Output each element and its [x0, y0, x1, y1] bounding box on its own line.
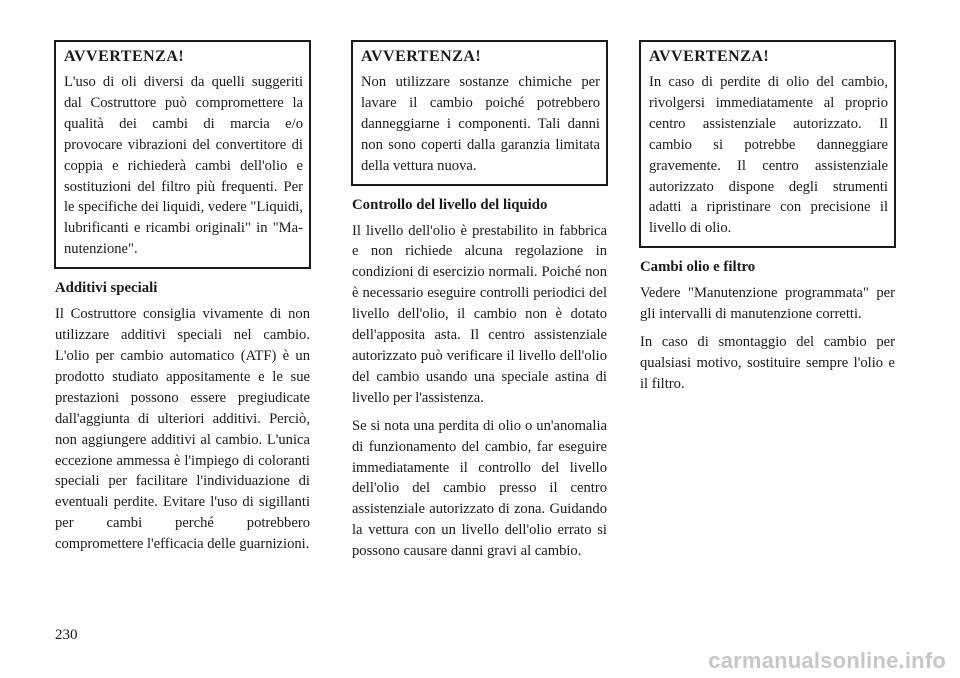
- warning-text: Non utilizzare sostanze chimiche per lavare il cambio poiché potrebbero danneggiarne i componenti. Tali danni non sono coperti dalla garanzia limitata della vettura nuova.: [361, 74, 600, 174]
- section-paragraph: Se si nota una perdita di olio o un'anomalia di funzionamento del cambio, far eseguire immediatamente il controllo del livello dell'olio del cambio presso il centro assistenziale autorizzato di zona. Guidando la vettura con un livello dell'olio errato si possono causare danni gravi al cambio.: [352, 417, 607, 560]
- section-paragraph: Il Costruttore consiglia vivamente di non utilizzare additivi speciali nel cambio. L'olio per cambio automatico (ATF) è un prodotto studiato appositamente e le sue prestazioni possono essere pregiudicate dall'aggiunta di ulteriori additivi. Perciò, non aggiungere additivi al cambio. L'unica eccezione ammessa è l'impiego di coloranti speciali per facilitare l'individuazione di eventuali perdite. Evitare l'uso di sigillanti per cambi perché potrebbero compromettere l'efficacia delle guarnizioni.: [55, 306, 310, 553]
- page-number: 230: [55, 627, 78, 643]
- section-paragraph: Il livello dell'olio è prestabilito in fabbrica e non richiede alcuna regolazione in condizioni di esercizio normali. Poiché non è necessario eseguire controlli periodici del livello dell'olio, il cambio non è dotato dell'apposita asta. Il centro assistenziale autorizzato può verificare il livello dell'olio del cambio usando una speciale astina di livello per l'assistenza.: [352, 222, 607, 406]
- section-paragraph: In caso di smontaggio del cambio per qualsiasi motivo, sostituire sempre l'olio e il filtro.: [640, 334, 895, 392]
- warning-title: AVVERTENZA!: [64, 48, 185, 65]
- column-3: [640, 40, 895, 402]
- section-heading: Cambi olio e filtro: [640, 259, 756, 276]
- watermark-text: carmanualsonline.info: [708, 648, 946, 673]
- section-heading: Additivi speciali: [55, 280, 158, 297]
- column-1: [55, 40, 310, 562]
- column-2: [352, 40, 607, 569]
- warning-title: AVVERTENZA!: [361, 48, 482, 65]
- warning-box: [639, 40, 896, 248]
- warning-text: In caso di perdite di olio del cambio, rivolgersi immediatamente al proprio centro assistenziale autorizzato. Il cambio si potrebbe danneggiare gravemente. Il centro assistenziale autorizzato dispone degli strumenti adatti a ripristinare con precisione il livello di olio.: [649, 74, 888, 237]
- warning-title: AVVERTENZA!: [649, 48, 770, 65]
- warning-text: L'uso di oli diversi da quelli suggeriti dal Costruttore può compromettere la qualità dei cambi di marcia e/o provocare vibrazioni del convertitore di coppia e richiederà cambi dell'olio e sostituzioni del filtro più frequenti. Per le specifiche dei liquidi, vedere "Liquidi, lubrificanti e ricambi originali" in "Manutenzione".: [64, 74, 303, 258]
- section-paragraph: Vedere "Manutenzione programmata" per gli intervalli di manutenzione corretti.: [640, 285, 895, 323]
- section-heading: Controllo del livello del liquido: [352, 196, 548, 213]
- warning-box: [54, 40, 311, 269]
- warning-box: [351, 40, 608, 186]
